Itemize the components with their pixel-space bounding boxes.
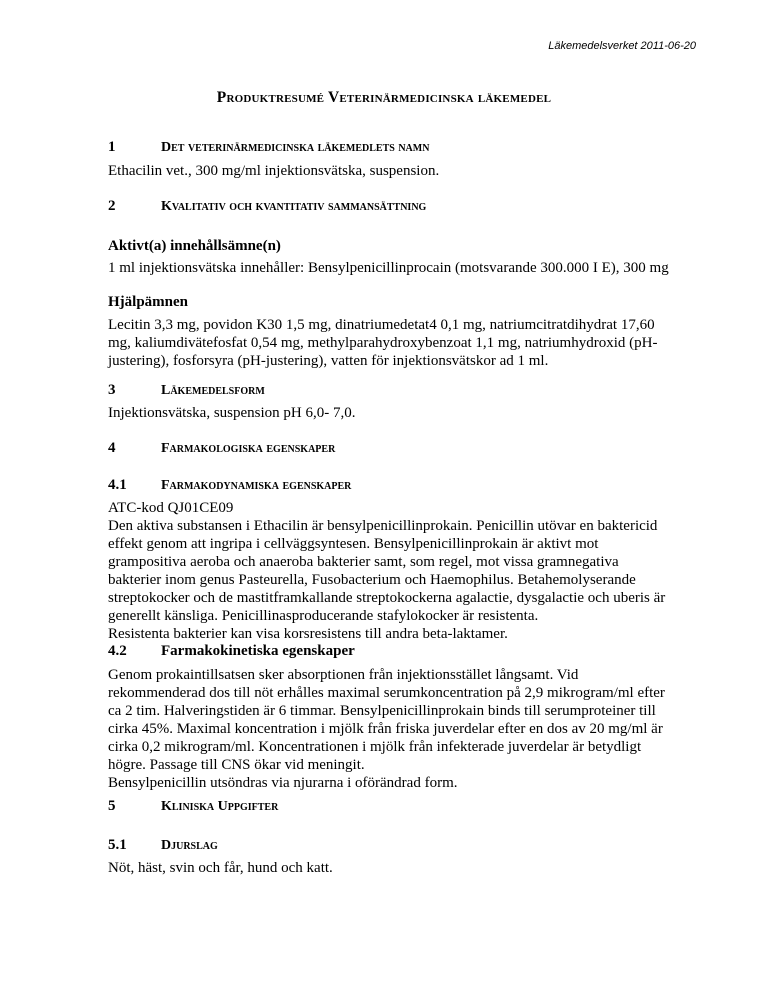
section-4-2-text bbox=[108, 666, 708, 792]
section-number: 4.1 bbox=[108, 477, 127, 493]
section-4 bbox=[108, 440, 708, 458]
text-line: Lecitin 3,3 mg, povidon K30 1,5 mg, dinatriumedetat4 0,1 mg, natriumcitratdihydrat 17,60 bbox=[108, 317, 655, 333]
section-title: Farmakodynamiska egenskaper bbox=[161, 478, 352, 493]
section-title: Kliniska Uppgifter bbox=[161, 799, 279, 814]
excipients-text bbox=[108, 316, 708, 370]
section-4-1-text bbox=[108, 499, 708, 643]
text-line: Resistenta bakterier kan visa korsresistens till andra beta-laktamer. bbox=[108, 626, 508, 642]
text-line: effekt genom att ingripa i cellväggsyntesen. Bensylpenicillinprokain är aktivt mot bbox=[108, 536, 599, 552]
text-line: ATC-kod QJ01CE09 bbox=[108, 500, 234, 516]
text-line: Genom prokaintillsatsen sker absorptionen från injektionsstället långsamt. Vid bbox=[108, 667, 579, 683]
section-title: Läkemedelsform bbox=[161, 383, 265, 398]
active-substance-heading: Aktivt(a) innehållsämne(n) bbox=[108, 238, 281, 254]
text-line: streptokocker och de mastitframkallande streptokockerna agalactie, dysgalactie och uberis är bbox=[108, 590, 666, 606]
text-line: generellt känsliga. Penicillinasproducerande stafylokocker är resistenta. bbox=[108, 608, 539, 624]
text-line: Bensylpenicillin utsöndras via njurarna i oförändrad form. bbox=[108, 775, 458, 791]
section-number: 4.2 bbox=[108, 643, 127, 659]
section-4-2 bbox=[108, 643, 708, 661]
section-number: 3 bbox=[108, 382, 116, 398]
section-3 bbox=[108, 382, 708, 400]
section-number: 1 bbox=[108, 139, 116, 155]
section-5-1 bbox=[108, 837, 708, 855]
text-line: högre. Passage till CNS ökar vid meningit. bbox=[108, 757, 365, 773]
section-title: Det veterinärmedicinska läkemedlets namn bbox=[161, 140, 430, 155]
header-date: Läkemedelsverket 2011-06-20 bbox=[548, 40, 696, 52]
document-title: Produktresumé Veterinärmedicinska läkemedel bbox=[216, 89, 552, 106]
section-4-1 bbox=[108, 477, 708, 495]
section-number: 4 bbox=[108, 440, 116, 456]
section-title: Djurslag bbox=[161, 838, 218, 853]
active-substance-text: 1 ml injektionsvätska innehåller: Bensylpenicillinprocain (motsvarande 300.000 I E), 300 mg bbox=[108, 260, 669, 276]
text-line: cirka 45%. Maximal koncentration i mjölk från friska juverdelar efter en dos av 20 mg/ml är bbox=[108, 721, 663, 737]
text-line: bakterier inom genus Pasteurella, Fusobacterium och Haemophilus. Betahemolyserande bbox=[108, 572, 636, 588]
section-5 bbox=[108, 798, 708, 816]
section-2 bbox=[108, 198, 708, 216]
section-5-1-text: Nöt, häst, svin och får, hund och katt. bbox=[108, 860, 333, 876]
text-line: grampositiva aeroba och anaeroba bakterier samt, som regel, mot vissa gramnegativa bbox=[108, 554, 619, 570]
section-number: 2 bbox=[108, 198, 116, 214]
text-line: ca 2 tim. Halveringstiden är 6 timmar. Bensylpenicillinprokain binds till serumproteiner till bbox=[108, 703, 656, 719]
text-line: Den aktiva substansen i Ethacilin är bensylpenicillinprokain. Penicillin utövar en baktericid bbox=[108, 518, 658, 534]
section-number: 5 bbox=[108, 798, 116, 814]
section-title: Farmakologiska egenskaper bbox=[161, 441, 336, 456]
section-1-text: Ethacilin vet., 300 mg/ml injektionsvätska, suspension. bbox=[108, 163, 440, 179]
text-line: cirka 0,2 mikrogram/ml. Koncentrationen i mjölk från infekterade juverdelar är betydligt bbox=[108, 739, 642, 755]
section-number: 5.1 bbox=[108, 837, 127, 853]
text-line: mg, kaliumdivätefosfat 0,54 mg, methylparahydroxybenzoat 1,1 mg, natriumhydroxid (pH- bbox=[108, 335, 658, 351]
section-1 bbox=[108, 139, 708, 157]
excipients-heading: Hjälpämnen bbox=[108, 294, 189, 310]
text-line: justering), fosforsyra (pH-justering), vatten för injektionsvätskor ad 1 ml. bbox=[108, 353, 549, 369]
section-3-text: Injektionsvätska, suspension pH 6,0- 7,0. bbox=[108, 405, 356, 421]
section-title: Kvalitativ och kvantitativ sammansättning bbox=[161, 199, 427, 214]
text-line: rekommenderad dos till nöt erhålles maximal serumkoncentration på 2,9 mikrogram/ml efter bbox=[108, 685, 665, 701]
section-title: Farmakokinetiska egenskaper bbox=[161, 643, 355, 659]
